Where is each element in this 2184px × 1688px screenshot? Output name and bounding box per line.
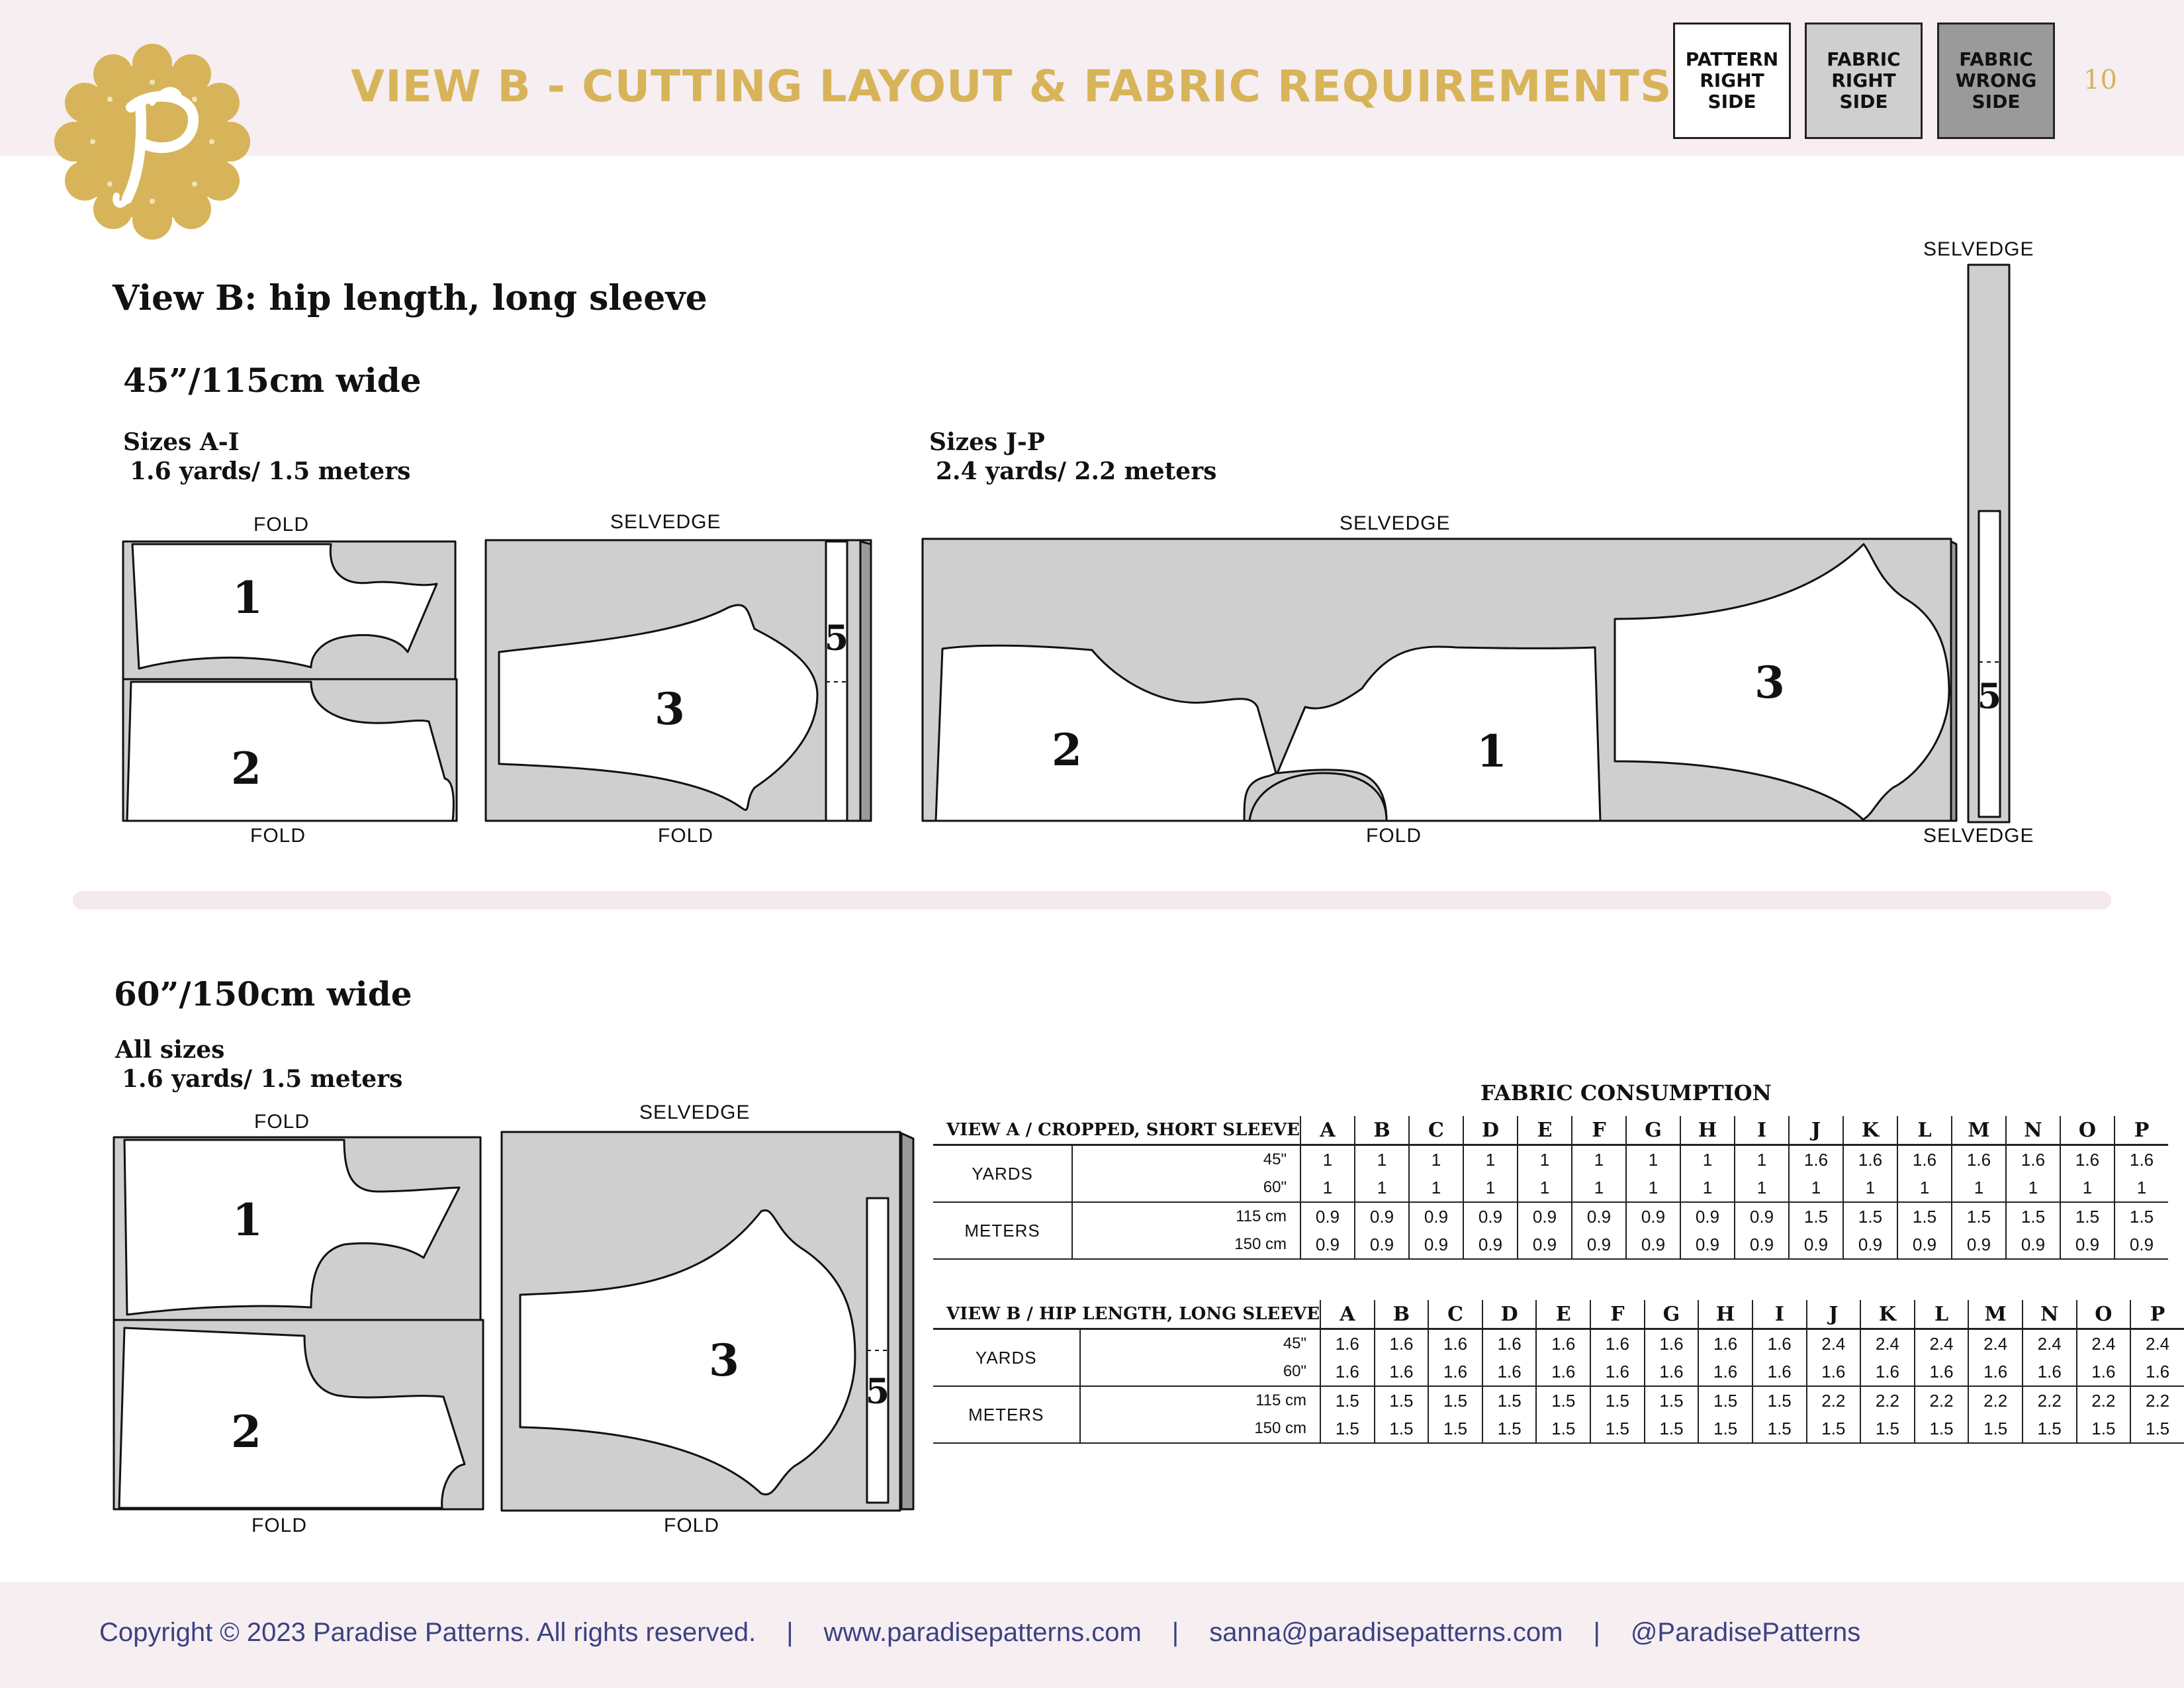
table-cell: 2.2 — [1807, 1386, 1861, 1415]
table-cell: 1.5 — [1428, 1415, 1482, 1443]
unit-group-label: YARDS — [933, 1329, 1080, 1387]
table-cell: 0.9 — [1518, 1231, 1572, 1259]
table-cell: 1.5 — [1482, 1415, 1537, 1443]
table-cell: 0.9 — [1518, 1202, 1572, 1231]
table-cell: 0.9 — [1843, 1231, 1897, 1259]
table-cell: 1 — [2115, 1174, 2168, 1202]
size-header: P — [2115, 1116, 2168, 1145]
table-cell: 1.6 — [1375, 1329, 1429, 1358]
view-header: VIEW A / CROPPED, SHORT SLEEVE — [933, 1116, 1300, 1145]
piece-label-5-strip: 5 — [1977, 677, 2002, 717]
table-cell: 1.6 — [1897, 1145, 1952, 1174]
table-cell: 2.4 — [2130, 1329, 2184, 1358]
table-cell: 1.5 — [1698, 1386, 1752, 1415]
table-cell: 1.5 — [2130, 1415, 2184, 1443]
table-cell: 2.4 — [2023, 1329, 2077, 1358]
table-cell: 1.6 — [1320, 1329, 1375, 1358]
unit-group-label: METERS — [933, 1202, 1072, 1259]
piece-label-2-long: 2 — [1052, 724, 1082, 776]
table-row — [933, 1329, 2184, 1358]
table-cell: 0.9 — [1680, 1202, 1735, 1231]
table-cell: 1.5 — [1807, 1415, 1861, 1443]
size-header: L — [1915, 1300, 1969, 1329]
table-cell: 1.6 — [1968, 1358, 2023, 1386]
table-cell: 1.6 — [1536, 1358, 1590, 1386]
legend-fabric-wrong-side: FABRIC WRONG SIDE — [1937, 23, 2055, 139]
piece-label-3-long: 3 — [1754, 657, 1785, 708]
layout-60-sleeve — [502, 1132, 913, 1511]
size-header: K — [1843, 1116, 1897, 1145]
footer-separator: | — [1171, 1618, 1179, 1647]
selvedge-label: SELVEDGE — [1340, 512, 1451, 534]
table-cell: 1.5 — [1590, 1415, 1645, 1443]
selvedge-label: SELVEDGE — [610, 511, 721, 533]
footer-website-link[interactable]: www.paradisepatterns.com — [823, 1618, 1142, 1647]
table-cell: 0.9 — [1572, 1202, 1626, 1231]
table-cell: 1.6 — [2130, 1358, 2184, 1386]
piece-5-strip-shape — [1979, 511, 2000, 817]
table-cell: 1.6 — [1536, 1329, 1590, 1358]
footer-email-link[interactable]: sanna@paradisepatterns.com — [1209, 1618, 1563, 1647]
footer-social-link[interactable]: @ParadisePatterns — [1630, 1618, 1861, 1647]
size-header: I — [1752, 1300, 1807, 1329]
fabric-table-view-a — [933, 1116, 2168, 1260]
footer — [99, 1618, 1860, 1648]
size-header: G — [1645, 1300, 1699, 1329]
table-cell: 1 — [1409, 1174, 1463, 1202]
table-cell: 1 — [1735, 1145, 1789, 1174]
footer-separator: | — [786, 1618, 794, 1647]
legend-fabric-right-side: FABRIC RIGHT SIDE — [1805, 23, 1923, 139]
table-cell: 1.6 — [2006, 1145, 2060, 1174]
size-header: C — [1428, 1300, 1482, 1329]
fold-label: FOLD — [658, 825, 714, 847]
table-cell: 1 — [1789, 1174, 1843, 1202]
size-header: O — [2060, 1116, 2115, 1145]
width-label: 45" — [1072, 1145, 1300, 1174]
table-cell: 2.4 — [1915, 1329, 1969, 1358]
table-cell: 1.5 — [1536, 1386, 1590, 1415]
table-cell: 1 — [1680, 1174, 1735, 1202]
page-number: 10 — [2083, 65, 2117, 95]
table-cell: 2.4 — [1968, 1329, 2023, 1358]
table-cell: 2.4 — [2077, 1329, 2131, 1358]
table-cell: 1.6 — [2060, 1145, 2115, 1174]
table-cell: 0.9 — [1735, 1231, 1789, 1259]
table-cell: 1 — [1518, 1145, 1572, 1174]
table-cell: 1 — [1626, 1174, 1680, 1202]
size-header: M — [1952, 1116, 2006, 1145]
size-header: C — [1409, 1116, 1463, 1145]
size-header: H — [1680, 1116, 1735, 1145]
table-cell: 0.9 — [1626, 1231, 1680, 1259]
table-cell: 1.6 — [1698, 1358, 1752, 1386]
table-cell: 2.2 — [2130, 1386, 2184, 1415]
size-header: J — [1789, 1116, 1843, 1145]
table-cell: 1.6 — [1915, 1358, 1969, 1386]
page-title: VIEW B - CUTTING LAYOUT & FABRIC REQUIREMENTS — [351, 61, 1672, 112]
table-cell: 1.5 — [1752, 1415, 1807, 1443]
fabric-consumption-title: FABRIC CONSUMPTION — [1480, 1080, 1772, 1105]
table-cell: 0.9 — [1300, 1231, 1355, 1259]
size-header: B — [1375, 1300, 1429, 1329]
width-label: 150 cm — [1072, 1231, 1300, 1259]
table-cell: 1.6 — [1645, 1358, 1699, 1386]
width-label: 115 cm — [1080, 1386, 1321, 1415]
table-cell: 1 — [1897, 1174, 1952, 1202]
table-cell: 1.6 — [1482, 1329, 1537, 1358]
table-cell: 0.9 — [1680, 1231, 1735, 1259]
table-cell: 1 — [1735, 1174, 1789, 1202]
table-cell: 1 — [1355, 1174, 1409, 1202]
table-cell: 0.9 — [1572, 1231, 1626, 1259]
table-cell: 0.9 — [2006, 1231, 2060, 1259]
table-cell: 1.6 — [1375, 1358, 1429, 1386]
table-cell: 0.9 — [1952, 1231, 2006, 1259]
table-cell: 1 — [1572, 1145, 1626, 1174]
table-cell: 1.5 — [2115, 1202, 2168, 1231]
table-row — [933, 1174, 2168, 1202]
table-cell: 1 — [1300, 1174, 1355, 1202]
table-cell: 1.5 — [1375, 1386, 1429, 1415]
table-cell: 1.6 — [1482, 1358, 1537, 1386]
width-label: 115 cm — [1072, 1202, 1300, 1231]
size-header: I — [1735, 1116, 1789, 1145]
table-cell: 1 — [1355, 1145, 1409, 1174]
table-cell: 2.2 — [2077, 1386, 2131, 1415]
table-cell: 1.6 — [1590, 1358, 1645, 1386]
table-cell: 1.5 — [1915, 1415, 1969, 1443]
selvedge-label: SELVEDGE — [1923, 825, 2034, 847]
footer-separator: | — [1593, 1618, 1600, 1647]
layout-45-jp-strip — [1968, 265, 2009, 822]
unit-group-label: METERS — [933, 1386, 1080, 1443]
table-cell: 1.5 — [2060, 1202, 2115, 1231]
fold-label: FOLD — [664, 1515, 720, 1536]
layout-45-ai-sleeve — [486, 540, 871, 821]
fabric-table-view-b — [933, 1300, 2184, 1444]
table-cell: 0.9 — [1626, 1202, 1680, 1231]
piece-label-5: 5 — [824, 618, 849, 659]
piece-label-3: 3 — [655, 683, 685, 735]
table-cell: 0.9 — [1409, 1231, 1463, 1259]
piece-label-1-long: 1 — [1477, 726, 1507, 777]
table-cell: 1.5 — [1952, 1202, 2006, 1231]
sizes-j-p-label: Sizes J-P 2.4 yards/ 2.2 meters — [929, 428, 1217, 485]
size-header: P — [2130, 1300, 2184, 1329]
width-45-heading: 45”/115cm wide — [123, 361, 422, 400]
table-cell: 1 — [1300, 1145, 1355, 1174]
table-cell: 1 — [1463, 1145, 1518, 1174]
legend-pattern-right-side: PATTERN RIGHT SIDE — [1673, 23, 1791, 139]
table-cell: 1.5 — [2023, 1415, 2077, 1443]
table-cell: 1.5 — [1860, 1415, 1915, 1443]
size-header: G — [1626, 1116, 1680, 1145]
fold-label: FOLD — [254, 1111, 310, 1133]
table-cell: 0.9 — [1789, 1231, 1843, 1259]
table-cell: 1.5 — [1482, 1386, 1537, 1415]
table-cell: 1.5 — [1428, 1386, 1482, 1415]
table-cell: 1.5 — [1320, 1415, 1375, 1443]
selvedge-label: SELVEDGE — [639, 1102, 751, 1123]
width-label: 60" — [1080, 1358, 1321, 1386]
all-sizes-label: All sizes 1.6 yards/ 1.5 meters — [115, 1036, 403, 1093]
table-cell: 1.5 — [1752, 1386, 1807, 1415]
table-row — [933, 1202, 2168, 1231]
table-cell: 0.9 — [1897, 1231, 1952, 1259]
view-header: VIEW B / HIP LENGTH, LONG SLEEVE — [933, 1300, 1320, 1329]
size-header: E — [1518, 1116, 1572, 1145]
table-row — [933, 1145, 2168, 1174]
table-cell: 0.9 — [1409, 1202, 1463, 1231]
table-cell: 1.6 — [1789, 1145, 1843, 1174]
table-cell: 0.9 — [1463, 1231, 1518, 1259]
width-label: 150 cm — [1080, 1415, 1321, 1443]
table-cell: 1.6 — [1752, 1358, 1807, 1386]
table-cell: 1.5 — [1320, 1386, 1375, 1415]
size-header: K — [1860, 1300, 1915, 1329]
fold-label: FOLD — [251, 1515, 308, 1536]
size-header: H — [1698, 1300, 1752, 1329]
table-cell: 1.5 — [1375, 1415, 1429, 1443]
fold-label: FOLD — [1366, 825, 1422, 847]
table-cell: 1.6 — [1590, 1329, 1645, 1358]
table-row — [933, 1231, 2168, 1259]
table-cell: 0.9 — [1300, 1202, 1355, 1231]
size-header: A — [1320, 1300, 1375, 1329]
size-header: B — [1355, 1116, 1409, 1145]
piece-label-1: 1 — [232, 572, 263, 624]
table-cell: 0.9 — [1735, 1202, 1789, 1231]
table-cell: 1.5 — [1843, 1202, 1897, 1231]
table-cell: 1.5 — [1590, 1386, 1645, 1415]
table-cell: 1.5 — [1536, 1415, 1590, 1443]
table-cell: 0.9 — [2060, 1231, 2115, 1259]
table-cell: 1 — [1518, 1174, 1572, 1202]
table-cell: 1 — [1463, 1174, 1518, 1202]
table-cell: 2.4 — [1860, 1329, 1915, 1358]
table-cell: 0.9 — [1355, 1202, 1409, 1231]
table-cell: 1.6 — [2115, 1145, 2168, 1174]
size-header: L — [1897, 1116, 1952, 1145]
width-label: 60" — [1072, 1174, 1300, 1202]
view-heading: View B: hip length, long sleeve — [113, 278, 707, 318]
size-header: O — [2077, 1300, 2131, 1329]
size-header: J — [1807, 1300, 1861, 1329]
table-cell: 1.5 — [1645, 1415, 1699, 1443]
table-row — [933, 1386, 2184, 1415]
table-cell: 1 — [1572, 1174, 1626, 1202]
table-cell: 1.5 — [1698, 1415, 1752, 1443]
size-header: D — [1463, 1116, 1518, 1145]
table-cell: 1 — [2006, 1174, 2060, 1202]
piece-label-5-60: 5 — [865, 1372, 890, 1412]
table-cell: 1.5 — [1897, 1202, 1952, 1231]
table-cell: 1.5 — [2006, 1202, 2060, 1231]
table-cell: 1 — [1626, 1145, 1680, 1174]
table-cell: 1 — [1680, 1145, 1735, 1174]
table-cell: 1.6 — [1860, 1358, 1915, 1386]
table-cell: 1.6 — [1428, 1329, 1482, 1358]
size-header: A — [1300, 1116, 1355, 1145]
fold-label: FOLD — [253, 514, 310, 536]
table-cell: 1 — [1952, 1174, 2006, 1202]
size-header: N — [2023, 1300, 2077, 1329]
table-cell: 0.9 — [2115, 1231, 2168, 1259]
piece-label-1-60: 1 — [232, 1194, 263, 1246]
footer-copyright: Copyright © 2023 Paradise Patterns. All rights reserved. — [99, 1618, 756, 1647]
layout-45-ai-front-back — [123, 541, 457, 821]
table-cell: 1.6 — [1428, 1358, 1482, 1386]
table-cell: 1.6 — [1807, 1358, 1861, 1386]
table-cell: 1.6 — [2077, 1358, 2131, 1386]
table-row — [933, 1358, 2184, 1386]
table-cell: 1 — [1409, 1145, 1463, 1174]
table-cell: 2.2 — [1968, 1386, 2023, 1415]
size-header: E — [1536, 1300, 1590, 1329]
size-header: D — [1482, 1300, 1537, 1329]
table-cell: 1.6 — [1952, 1145, 2006, 1174]
table-cell: 2.2 — [2023, 1386, 2077, 1415]
table-cell: 1.5 — [1645, 1386, 1699, 1415]
table-cell: 0.9 — [1355, 1231, 1409, 1259]
piece-label-3-60: 3 — [709, 1335, 739, 1386]
layout-60-front-back — [114, 1137, 483, 1509]
table-cell: 2.4 — [1807, 1329, 1861, 1358]
table-cell: 2.2 — [1915, 1386, 1969, 1415]
table-cell: 1.6 — [1752, 1329, 1807, 1358]
table-cell: 1 — [2060, 1174, 2115, 1202]
table-cell: 1.6 — [1320, 1358, 1375, 1386]
table-cell: 1.5 — [1789, 1202, 1843, 1231]
selvedge-label: SELVEDGE — [1923, 238, 2034, 260]
table-cell: 1.6 — [1698, 1329, 1752, 1358]
table-row — [933, 1415, 2184, 1443]
width-60-heading: 60”/150cm wide — [114, 974, 412, 1013]
piece-label-2: 2 — [231, 743, 261, 794]
size-header: N — [2006, 1116, 2060, 1145]
size-header: M — [1968, 1300, 2023, 1329]
size-header: F — [1572, 1116, 1626, 1145]
size-header: F — [1590, 1300, 1645, 1329]
layout-45-jp — [923, 539, 1956, 821]
table-cell: 1.6 — [2023, 1358, 2077, 1386]
table-cell: 1.6 — [1843, 1145, 1897, 1174]
sizes-a-i-label: Sizes A-I 1.6 yards/ 1.5 meters — [123, 428, 411, 485]
unit-group-label: YARDS — [933, 1145, 1072, 1203]
piece-label-2-60: 2 — [231, 1406, 261, 1458]
table-cell: 1.5 — [2077, 1415, 2131, 1443]
table-cell: 1 — [1843, 1174, 1897, 1202]
table-cell: 0.9 — [1463, 1202, 1518, 1231]
table-cell: 1.6 — [1645, 1329, 1699, 1358]
table-cell: 2.2 — [1860, 1386, 1915, 1415]
fold-label: FOLD — [250, 825, 306, 847]
table-cell: 1.5 — [1968, 1415, 2023, 1443]
width-label: 45" — [1080, 1329, 1321, 1358]
section-divider — [73, 891, 2111, 910]
